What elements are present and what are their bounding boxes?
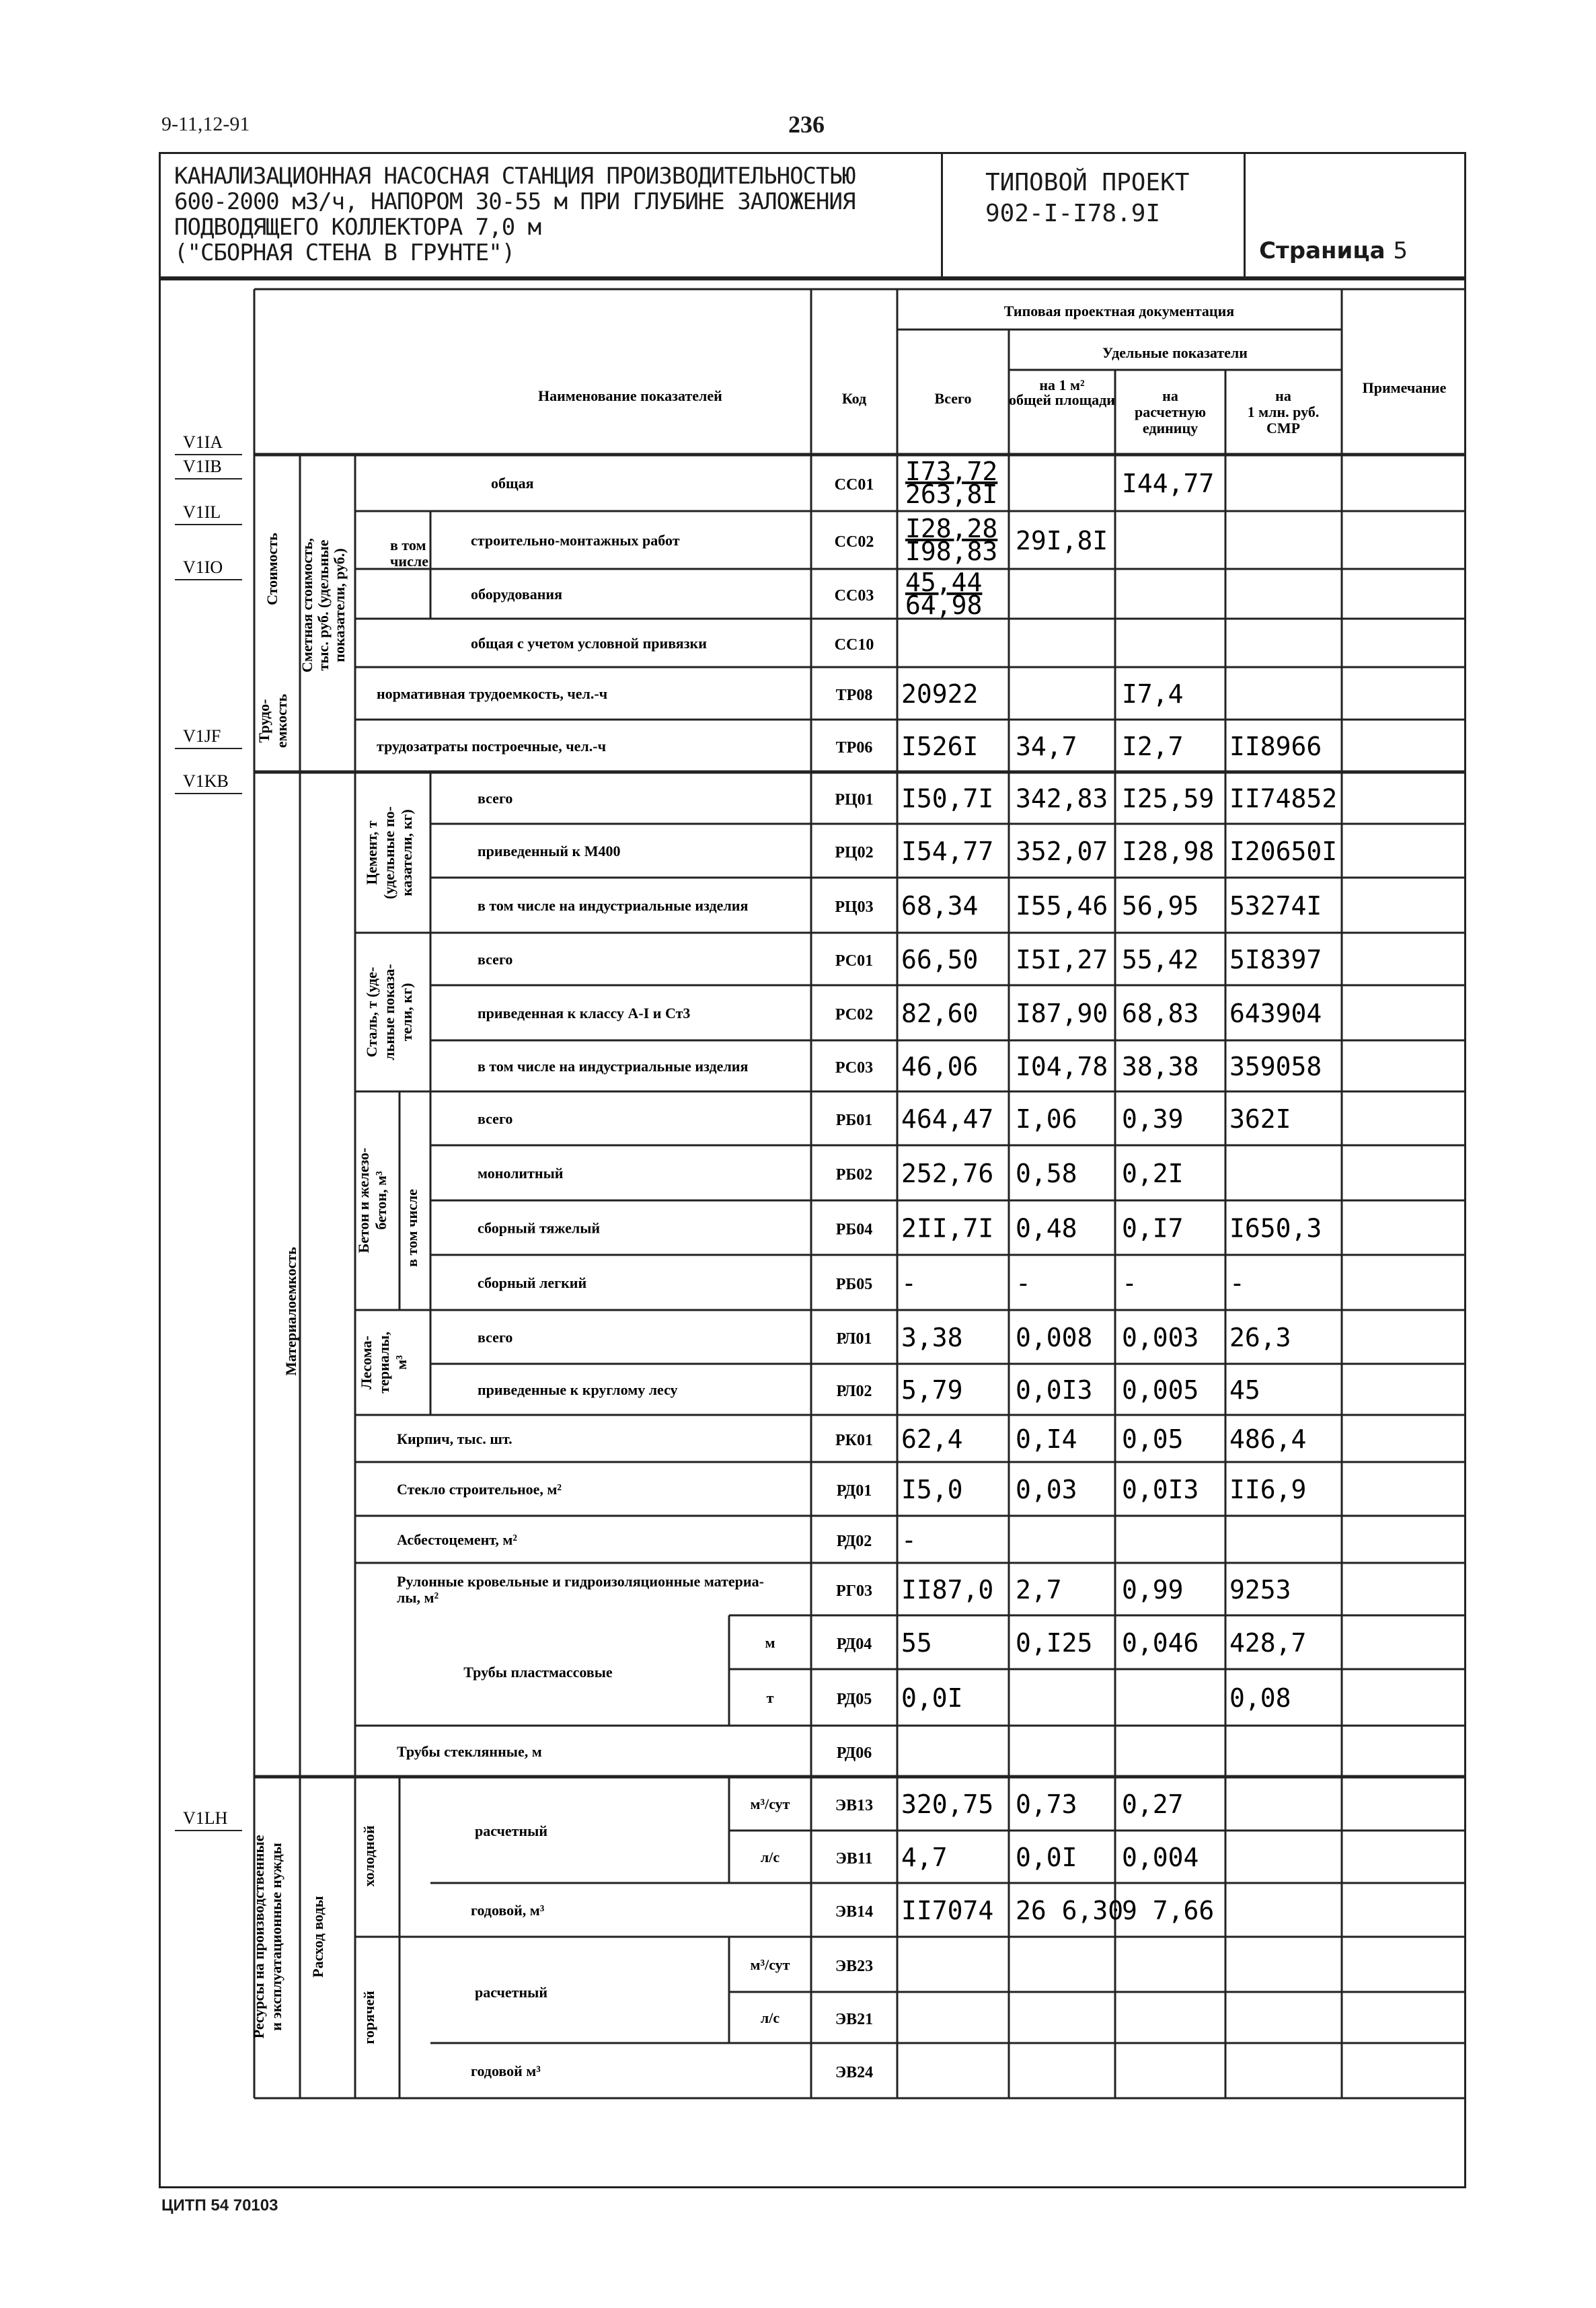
margin-mark-v1lh: V1LH: [183, 1808, 228, 1828]
group-smetn: показатели, руб.): [331, 548, 348, 662]
row-label: приведенный к М400: [478, 843, 621, 859]
row-label: Стекло строительное, м²: [397, 1481, 562, 1498]
row-total: 46,06: [901, 1052, 979, 1081]
row-per-unit: 0,05: [1122, 1424, 1184, 1454]
row-per-unit: 38,38: [1122, 1052, 1199, 1081]
margin-mark-v1ia: V1IA: [183, 432, 223, 452]
row-code: РД06: [836, 1744, 872, 1762]
row-code: ЭВ24: [835, 2064, 874, 2081]
row-per-m2: 0,008: [1016, 1323, 1093, 1352]
row-per-m2: 29I,8I: [1016, 526, 1108, 555]
row-code: РБ02: [835, 1166, 873, 1184]
row-label: м³/сут: [750, 1796, 790, 1812]
row-per-m2: 352,07: [1016, 837, 1108, 866]
row-per-unit: I28,98: [1122, 837, 1215, 866]
row-per-mln: 359058: [1229, 1052, 1322, 1081]
row-per-unit: 0,003: [1122, 1323, 1199, 1352]
row-per-m2: 0,58: [1016, 1159, 1077, 1188]
row-per-unit: 9 7,66: [1122, 1896, 1215, 1925]
row-per-mln: 428,7: [1229, 1628, 1307, 1658]
row-code: ЭВ13: [835, 1797, 874, 1814]
row-per-m2: I04,78: [1016, 1052, 1108, 1081]
row-code: РД05: [836, 1691, 872, 1708]
row-per-m2: -: [1016, 1268, 1031, 1298]
group-stal: тели, кг): [398, 983, 415, 1042]
row-code: РБ04: [835, 1221, 873, 1239]
row-label: общая с учетом условной привязки: [471, 635, 707, 652]
margin-mark-v1jf: V1JF: [183, 726, 221, 746]
row-per-mln: 643904: [1229, 999, 1322, 1028]
group-beton-vtom: в том числе: [404, 1189, 420, 1267]
group-trud: емкость: [273, 693, 290, 748]
group-stal: Сталь, т (уде-: [363, 966, 380, 1058]
group-goryach: горячей: [360, 1991, 377, 2044]
row-label: в том числе на индустриальные изделия: [478, 1058, 749, 1075]
row-per-m2: I55,46: [1016, 891, 1108, 921]
row-per-mln: -: [1229, 1268, 1245, 1298]
row-label: м³/сут: [750, 1956, 790, 1973]
row-label: л/с: [760, 2009, 780, 2026]
row-label: оборудования: [471, 586, 562, 603]
row-per-unit: I7,4: [1122, 679, 1184, 709]
margin-mark-v1ib: V1IB: [183, 457, 222, 476]
row-code: РЦ01: [835, 791, 874, 809]
label-calc-hot: расчетный: [474, 1984, 548, 2001]
row-label: общая: [491, 475, 534, 492]
row-per-mln: I650,3: [1229, 1213, 1322, 1243]
header-total: Всего: [934, 390, 972, 407]
row-per-m2: I5I,27: [1016, 945, 1108, 974]
row-label: годовой, м³: [471, 1902, 545, 1919]
row-label: всего: [478, 1329, 513, 1346]
group-cement: Цемент, т: [363, 820, 380, 885]
row-total: 82,60: [901, 999, 979, 1028]
row-total: 55: [901, 1628, 932, 1658]
row-total: 45,44: [905, 568, 983, 597]
row-label: лы, м²: [397, 1589, 439, 1606]
header-code: Код: [841, 390, 867, 407]
row-total: 4,7: [901, 1843, 948, 1872]
row-total-2: 64,98: [905, 590, 983, 620]
row-total: -: [901, 1268, 917, 1298]
row-per-unit: I2,7: [1122, 732, 1184, 761]
row-code: СС03: [834, 587, 874, 605]
row-code: РЛ02: [836, 1383, 872, 1400]
row-per-unit: -: [1122, 1268, 1137, 1298]
row-code: РЛ01: [836, 1330, 872, 1348]
row-code: РД04: [836, 1636, 872, 1653]
row-code: ЭВ11: [835, 1850, 873, 1868]
group-trud: Трудо-: [256, 699, 272, 743]
row-total: II87,0: [901, 1575, 994, 1605]
group-rashod: Расход воды: [309, 1896, 326, 1978]
row-per-m2: 0,73: [1016, 1790, 1077, 1819]
row-per-m2: 2,7: [1016, 1575, 1062, 1605]
row-label: сборный легкий: [478, 1274, 587, 1291]
footer-code: ЦИТП 54 70103: [161, 2196, 278, 2215]
row-code: РГ03: [836, 1582, 872, 1600]
row-per-unit: 0,27: [1122, 1790, 1184, 1819]
row-code: СС01: [834, 476, 874, 494]
group-holod: холодной: [360, 1825, 377, 1887]
row-per-unit: 0,046: [1122, 1628, 1199, 1658]
row-per-unit: 0,0I3: [1122, 1475, 1199, 1504]
group-les: териалы,: [375, 1332, 392, 1393]
row-code: РБ01: [835, 1112, 873, 1129]
row-per-m2: 0,48: [1016, 1213, 1077, 1243]
row-per-unit: 0,I7: [1122, 1213, 1184, 1243]
row-per-unit: 56,95: [1122, 891, 1199, 921]
row-per-m2: 0,I4: [1016, 1424, 1077, 1454]
row-total: 252,76: [901, 1159, 994, 1188]
header-per-unit: на: [1162, 387, 1178, 404]
row-label: Кирпич, тыс. шт.: [397, 1430, 512, 1447]
group-material: Материалоемкость: [282, 1247, 299, 1376]
row-per-unit: 0,2I: [1122, 1159, 1184, 1188]
header-per-mln: СМР: [1266, 420, 1301, 436]
row-per-mln: 362I: [1229, 1104, 1291, 1134]
group-cement: (удельные по-: [381, 806, 397, 899]
row-total: I73,72: [905, 457, 998, 486]
group-beton: бетон, м³: [373, 1171, 389, 1230]
row-total: I54,77: [901, 837, 994, 866]
group-vtom: в том: [390, 537, 426, 553]
group-les: Лесома-: [358, 1336, 375, 1389]
row-label: Асбестоцемент, м²: [397, 1531, 517, 1548]
row-total: I28,28: [905, 514, 998, 543]
row-per-mln: II74852: [1229, 783, 1338, 814]
row-label: трудозатраты построечные, чел.-ч: [377, 738, 606, 755]
row-code: РД02: [836, 1533, 872, 1550]
project-label: ТИПОВОЙ ПРОЕКТ: [985, 169, 1190, 196]
group-beton: Бетон и железо-: [355, 1147, 372, 1254]
row-label: Рулонные кровельные и гидроизоляционные материа-: [397, 1573, 764, 1590]
row-code: РС02: [835, 1006, 874, 1024]
group-smetn: Сметная стоимость,: [299, 538, 315, 672]
group-resursy: и эксплуатационные нужды: [268, 1843, 284, 2031]
row-per-m2: 0,0I: [1016, 1843, 1077, 1872]
header-name: Наименование показателей: [538, 387, 722, 404]
row-label: приведенные к круглому лесу: [478, 1381, 678, 1398]
document-title: КАНАЛИЗАЦИОННАЯ НАСОСНАЯ СТАНЦИЯ ПРОИЗВОДИТЕЛЬНОСТЬЮ 600-2000 мЗ/ч, НАПОРОМ 30-55 м ПРИ ГЛУБИНЕ ЗАЛОЖЕНИЯ ПОДВОДЯЩЕГО КОЛЛЕКТОРА 7,0 м ("СБОРНАЯ СТЕНА В ГРУНТЕ"): [174, 163, 856, 266]
row-total: 320,75: [901, 1790, 994, 1819]
row-per-unit: 0,004: [1122, 1843, 1199, 1872]
row-per-m2: I87,90: [1016, 999, 1108, 1028]
row-per-m2: 342,83: [1016, 783, 1108, 814]
row-label: Трубы стеклянные, м: [397, 1743, 542, 1760]
row-code: ЭВ14: [835, 1903, 874, 1921]
group-cement: казатели, кг): [398, 809, 415, 896]
row-code: ТР06: [835, 739, 873, 757]
row-total: II7074: [901, 1896, 994, 1925]
row-code: РД01: [836, 1482, 872, 1500]
margin-mark-v1il: V1IL: [183, 502, 221, 522]
row-per-m2: 0,I25: [1016, 1628, 1093, 1658]
row-code: РК01: [835, 1432, 874, 1449]
header-typdoc: Типовая проектная документация: [1003, 303, 1235, 319]
row-per-m2: I,06: [1016, 1104, 1077, 1134]
header-specific: Удельные показатели: [1102, 344, 1248, 361]
row-total: 464,47: [901, 1104, 994, 1134]
row-label: монолитный: [478, 1165, 564, 1182]
row-per-mln: I20650I: [1229, 837, 1338, 866]
header-note: Примечание: [1362, 379, 1447, 396]
row-label: всего: [478, 951, 513, 968]
row-per-unit: 0,99: [1122, 1575, 1184, 1605]
row-per-mln: 5I8397: [1229, 945, 1322, 974]
row-code: СС02: [834, 533, 874, 551]
row-per-unit: 68,83: [1122, 999, 1199, 1028]
row-per-unit: I25,59: [1122, 783, 1215, 814]
row-per-mln: 53274I: [1229, 891, 1322, 921]
margin-mark-v1io: V1IO: [183, 557, 223, 577]
header-per-m2: общей площади: [1009, 391, 1115, 408]
row-per-mln: 486,4: [1229, 1424, 1307, 1454]
label-calc-cold: расчетный: [474, 1822, 548, 1839]
row-per-unit: I44,77: [1122, 469, 1215, 498]
row-total: 3,38: [901, 1323, 963, 1352]
row-total-2: 263,8I: [905, 479, 998, 509]
row-label: всего: [478, 790, 513, 807]
page-number: 236: [788, 111, 825, 138]
row-label: л/с: [760, 1849, 780, 1865]
row-total: I50,7I: [901, 783, 994, 814]
row-per-m2: 34,7: [1016, 732, 1077, 761]
row-total: 68,34: [901, 891, 979, 921]
group-resursy: Ресурсы на производственные: [250, 1835, 267, 2039]
row-per-mln: 0,08: [1229, 1683, 1291, 1713]
row-label: м: [765, 1634, 775, 1651]
label-plastic-pipes: Трубы пластмассовые: [463, 1664, 613, 1681]
header-per-mln: на: [1275, 387, 1291, 404]
row-code: ЭВ23: [835, 1958, 874, 1975]
row-code: ТР08: [835, 687, 873, 704]
project-number: 902-I-I78.9I: [985, 200, 1161, 227]
row-total: 20922: [901, 679, 979, 709]
header-per-mln: 1 млн. руб.: [1247, 403, 1320, 420]
group-les: м³: [393, 1355, 410, 1370]
page-label: Страница: [1259, 237, 1385, 264]
row-code: РС01: [835, 952, 874, 970]
row-label: нормативная трудоемкость, чел.-ч: [377, 685, 608, 702]
row-label: годовой м³: [471, 2063, 541, 2079]
row-per-mln: 26,3: [1229, 1323, 1291, 1352]
row-total-2: I98,83: [905, 537, 998, 566]
row-label: в том числе на индустриальные изделия: [478, 897, 749, 914]
row-per-unit: 55,42: [1122, 945, 1199, 974]
row-total: 62,4: [901, 1424, 963, 1454]
row-per-mln: 9253: [1229, 1575, 1291, 1605]
row-total: 66,50: [901, 945, 979, 974]
header-per-unit: расчетную: [1134, 403, 1207, 420]
page-num: 5: [1393, 237, 1408, 264]
document-code: 9-11,12-91: [161, 113, 250, 135]
row-per-mln: II6,9: [1229, 1475, 1307, 1504]
row-code: ЭВ21: [835, 2011, 874, 2028]
row-code: РС03: [835, 1059, 874, 1077]
header-per-m2: на 1 м²: [1039, 377, 1085, 393]
row-per-m2: 0,0I3: [1016, 1375, 1093, 1405]
margin-mark-v1kb: V1KB: [183, 771, 229, 791]
row-label: сборный тяжелый: [478, 1219, 601, 1237]
row-label: всего: [478, 1110, 513, 1127]
group-stal: льные показа-: [381, 964, 397, 1061]
row-total: 0,0I: [901, 1683, 963, 1713]
row-label: строительно-монтажных работ: [471, 532, 680, 549]
row-per-unit: 0,005: [1122, 1375, 1199, 1405]
row-code: РЦ02: [835, 844, 874, 861]
row-total: 2II,7I: [901, 1213, 994, 1243]
row-label: т: [766, 1689, 774, 1706]
row-per-m2: 0,03: [1016, 1475, 1077, 1504]
group-smetn: тыс. руб. (удельные: [315, 539, 332, 671]
row-total: 5,79: [901, 1375, 963, 1405]
row-total: I5,0: [901, 1475, 963, 1504]
row-per-mln: 45: [1229, 1375, 1260, 1405]
row-code: СС10: [834, 636, 874, 654]
row-per-m2: 26 6,30: [1016, 1896, 1124, 1925]
header-per-unit: единицу: [1142, 420, 1199, 436]
row-code: РБ05: [835, 1276, 873, 1293]
row-total: I526I: [901, 732, 979, 761]
row-label: приведенная к классу А-I и Ст3: [478, 1005, 691, 1022]
row-total: -: [901, 1525, 917, 1555]
row-code: РЦ03: [835, 898, 874, 916]
row-per-unit: 0,39: [1122, 1104, 1184, 1134]
row-per-mln: II8966: [1229, 732, 1322, 761]
group-stoimost: Стоимость: [264, 533, 280, 605]
group-vtom: числе: [390, 553, 428, 570]
